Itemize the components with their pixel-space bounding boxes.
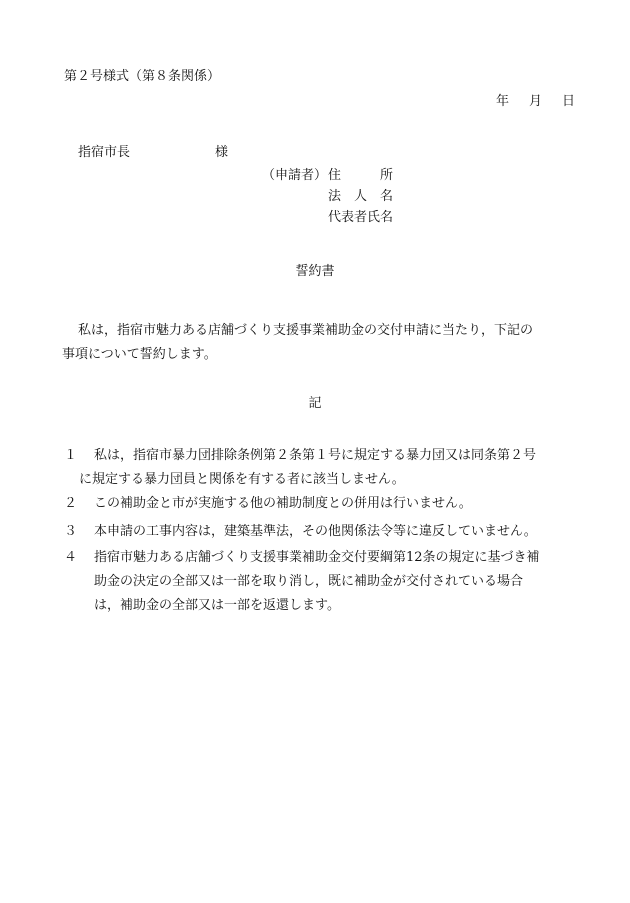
date-year-label: 年 <box>496 94 510 109</box>
list-item <box>64 444 584 492</box>
addressee-name: 指宿市長 <box>78 145 131 160</box>
item-number: ２ <box>64 496 78 511</box>
applicant-representative-label: 代表者氏名 <box>328 210 394 225</box>
addressee-honorific: 様 <box>215 145 229 160</box>
item-line: 私は，指宿市暴力団排除条例第２条第１号に規定する暴力団又は同条第２号 <box>94 448 537 463</box>
item-number: ３ <box>64 524 78 539</box>
form-number: 第２号様式（第８条関係） <box>64 69 221 84</box>
item-number: １ <box>64 448 78 463</box>
item-line: この補助金と市が実施する他の補助制度との併用は行いません。 <box>94 496 472 511</box>
ki-heading: 記 <box>308 396 322 411</box>
list-item <box>64 520 584 544</box>
list-item <box>64 546 584 618</box>
item-line: 助金の決定の全部又は一部を取り消し，既に補助金が交付されている場合 <box>94 574 524 589</box>
intro-paragraph <box>62 319 572 367</box>
list-item <box>64 492 584 516</box>
item-line: 本申請の工事内容は，建築基準法，その他関係法令等に違反していません。 <box>94 524 537 539</box>
document-title: 誓約書 <box>295 264 335 279</box>
applicant-corporation-label: 法 人 名 <box>328 189 394 204</box>
date-day-label: 日 <box>562 94 576 109</box>
item-line: 指宿市魅力ある店舗づくり支援事業補助金交付要綱第12条の規定に基づき補 <box>94 550 540 565</box>
intro-line-1: 私は，指宿市魅力ある店舗づくり支援事業補助金の交付申請に当たり，下記の <box>78 323 534 338</box>
applicant-label: （申請者） <box>262 168 328 183</box>
intro-line-2: 事項について誓約します。 <box>62 347 217 362</box>
item-number: ４ <box>64 550 78 565</box>
item-line: に規定する暴力団員と関係を有する者に該当しません。 <box>79 472 405 487</box>
applicant-address-label: 住 所 <box>328 168 394 183</box>
date-line <box>496 95 575 108</box>
date-month-label: 月 <box>529 94 543 109</box>
item-line: は，補助金の全部又は一部を返還します。 <box>94 598 340 613</box>
